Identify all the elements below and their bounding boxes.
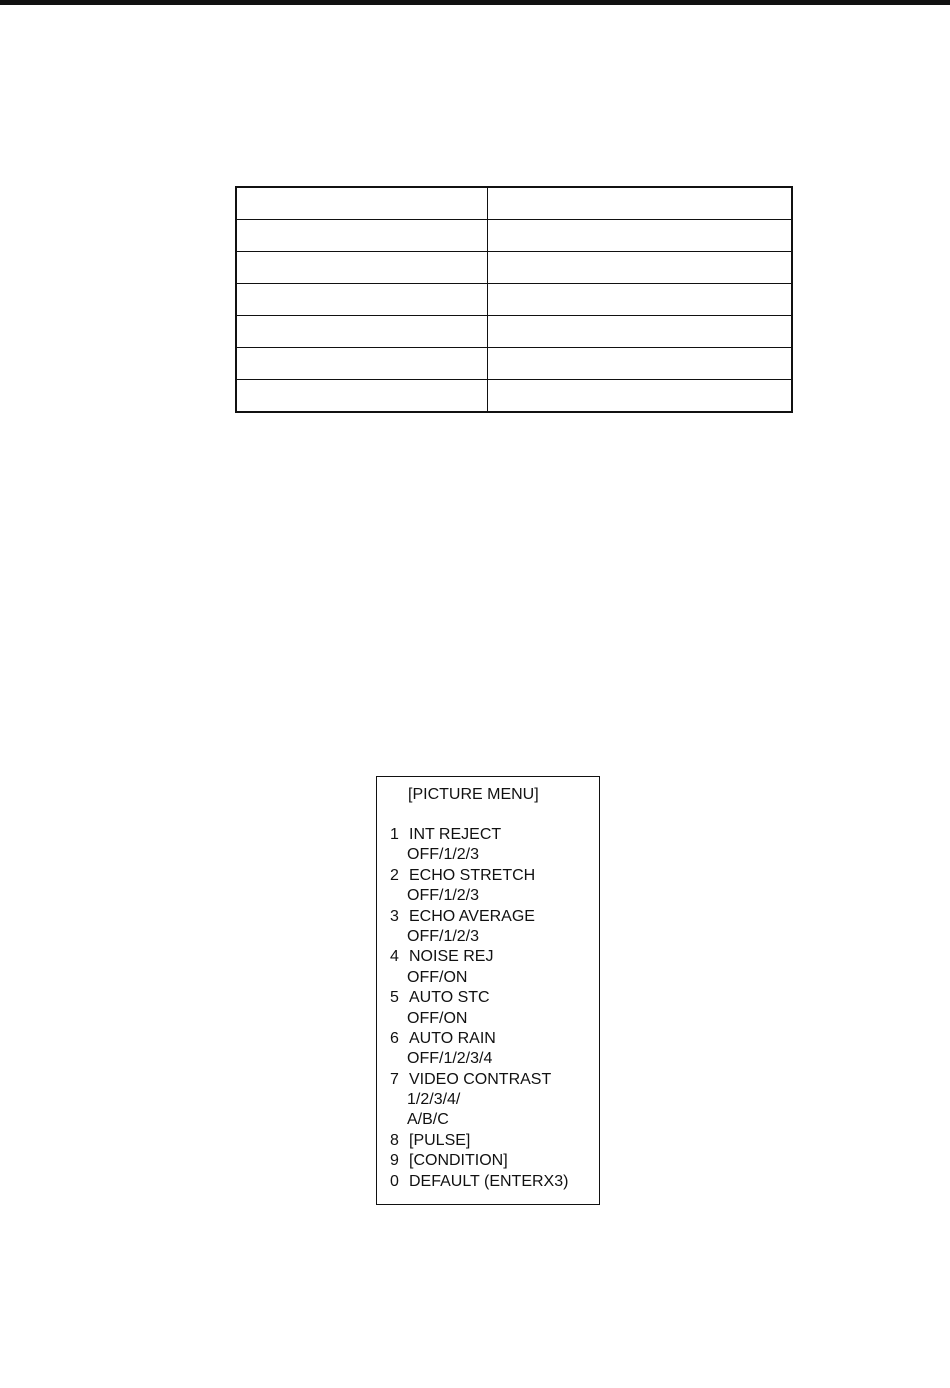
menu-item-number: 3	[390, 907, 399, 925]
table-cell	[236, 316, 488, 348]
menu-item-options: OFF/ON	[407, 968, 468, 986]
menu-item-number: 8	[390, 1131, 399, 1149]
table-cell	[236, 284, 488, 316]
menu-item-options: OFF/1/2/3	[407, 846, 480, 864]
menu-item-label: [CONDITION]	[409, 1152, 508, 1170]
menu-item-number: 4	[390, 948, 399, 966]
menu-title: [PICTURE MENU]	[408, 786, 539, 803]
menu-item	[390, 988, 568, 1008]
menu-item	[390, 1172, 568, 1192]
menu-item	[390, 1070, 568, 1090]
menu-item-label: INT REJECT	[409, 826, 502, 843]
menu-item	[390, 1151, 568, 1171]
menu-item	[390, 1131, 568, 1151]
table-row	[236, 380, 792, 413]
table-cell	[236, 187, 488, 220]
menu-item-number: 0	[390, 1172, 399, 1190]
menu-item-label: AUTO STC	[409, 989, 490, 1007]
menu-item-options: OFF/ON	[407, 1009, 468, 1027]
table-cell	[488, 187, 793, 220]
picture-menu-box	[376, 776, 600, 1205]
table-cell	[488, 380, 793, 413]
menu-item	[390, 947, 568, 967]
menu-item-number: 9	[390, 1152, 399, 1170]
table-row	[236, 252, 792, 284]
menu-item	[390, 907, 568, 927]
table-cell	[236, 220, 488, 252]
menu-item-number: 1	[390, 826, 399, 843]
menu-item	[390, 825, 568, 845]
top-rule	[0, 0, 950, 5]
menu-item-label: AUTO RAIN	[409, 1029, 496, 1047]
menu-item-options: OFF/1/2/3	[407, 887, 480, 905]
table-row	[236, 284, 792, 316]
table-cell	[236, 252, 488, 284]
table-cell	[236, 380, 488, 413]
menu-list	[390, 825, 568, 1192]
menu-item-label: VIDEO CONTRAST	[409, 1070, 552, 1088]
menu-item-number: 6	[390, 1029, 399, 1047]
menu-item-number: 5	[390, 989, 399, 1007]
table-cell	[236, 348, 488, 380]
table-cell	[488, 220, 793, 252]
table-cell	[488, 252, 793, 284]
table-row	[236, 187, 792, 220]
menu-item-options: OFF/1/2/3/4	[407, 1050, 493, 1068]
menu-item-options: 1/2/3/4/	[407, 1091, 461, 1109]
blank-table	[235, 186, 793, 413]
menu-item-label: DEFAULT (ENTERX3)	[409, 1172, 569, 1190]
menu-item-label: NOISE REJ	[409, 948, 494, 966]
menu-item-number: 2	[390, 866, 399, 884]
table-cell	[488, 348, 793, 380]
table-row	[236, 316, 792, 348]
table-row	[236, 348, 792, 380]
table-cell	[488, 284, 793, 316]
menu-item-number: 7	[390, 1070, 399, 1088]
menu-item-label: ECHO AVERAGE	[409, 907, 535, 925]
menu-item-options: OFF/1/2/3	[407, 927, 480, 945]
menu-item-options: A/B/C	[407, 1111, 449, 1129]
table-cell	[488, 316, 793, 348]
table-row	[236, 220, 792, 252]
menu-item	[390, 866, 568, 886]
menu-item	[390, 1029, 568, 1049]
menu-item-label: ECHO STRETCH	[409, 866, 536, 884]
menu-item-label: [PULSE]	[409, 1131, 471, 1149]
